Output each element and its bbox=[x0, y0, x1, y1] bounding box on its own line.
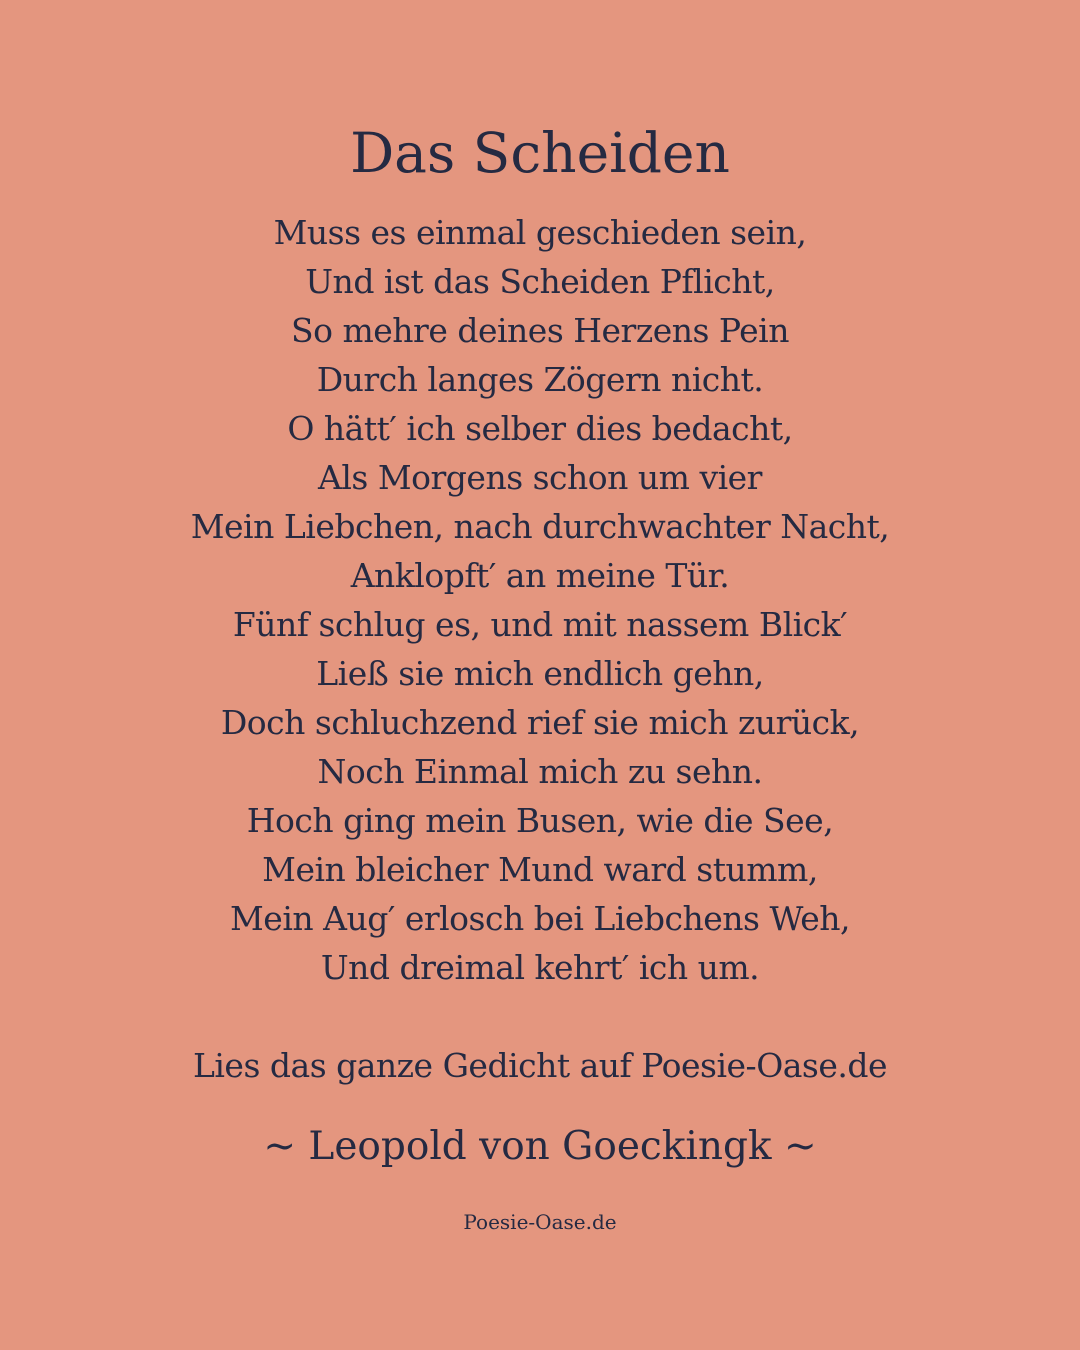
poem-line: Noch Einmal mich zu sehn. bbox=[317, 752, 763, 791]
poem-line: Und ist das Scheiden Pflicht, bbox=[305, 262, 775, 301]
poem-line: Mein bleicher Mund ward stumm, bbox=[262, 850, 818, 889]
poem-line: Hoch ging mein Busen, wie die See, bbox=[246, 801, 834, 840]
poem-line: Mein Aug′ erlosch bei Liebchens Weh, bbox=[230, 899, 850, 938]
poem-line: Durch langes Zögern nicht. bbox=[316, 360, 764, 399]
poem-line: O hätt′ ich selber dies bedacht, bbox=[287, 409, 793, 448]
poem-line: Anklopft′ an meine Tür. bbox=[350, 556, 730, 595]
read-full-poem-note: Lies das ganze Gedicht auf Poesie-Oase.de bbox=[192, 1046, 888, 1085]
poem-author: ~ Leopold von Goeckingk ~ bbox=[263, 1124, 817, 1169]
poem-title: Das Scheiden bbox=[350, 121, 730, 185]
poem-line: Ließ sie mich endlich gehn, bbox=[316, 654, 764, 693]
poem-line: Mein Liebchen, nach durchwachter Nacht, bbox=[190, 507, 890, 546]
poem-line: So mehre deines Herzens Pein bbox=[291, 311, 789, 350]
poem-line: Als Morgens schon um vier bbox=[318, 458, 762, 497]
poem-line: Muss es einmal geschieden sein, bbox=[273, 213, 807, 252]
poem-line: Fünf schlug es, und mit nassem Blick′ bbox=[232, 605, 848, 644]
poem-line: Und dreimal kehrt′ ich um. bbox=[320, 948, 760, 987]
site-footer: Poesie-Oase.de bbox=[463, 1210, 617, 1234]
poem-lines bbox=[0, 208, 1080, 992]
poem-line: Doch schluchzend rief sie mich zurück, bbox=[220, 703, 860, 742]
